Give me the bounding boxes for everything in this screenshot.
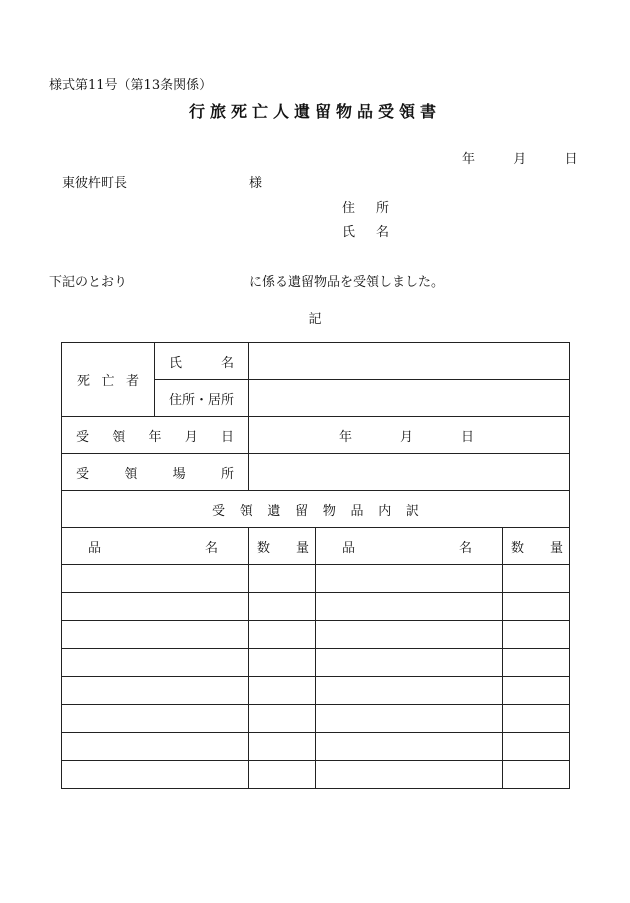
label-char: 亡 <box>101 374 115 389</box>
item-name-cell[interactable] <box>62 761 249 789</box>
label-char: 名 <box>204 540 218 556</box>
receipt-day-label: 日 <box>461 429 475 445</box>
label-char: 名 <box>458 540 472 556</box>
item-name-cell[interactable] <box>316 705 503 733</box>
date-month-label: 月 <box>513 152 527 167</box>
item-qty-cell[interactable] <box>249 593 316 621</box>
receipt-year-label: 年 <box>339 429 353 445</box>
label-char: 量 <box>295 540 309 556</box>
item-qty-cell[interactable] <box>503 677 570 705</box>
item-name-cell[interactable] <box>62 565 249 593</box>
label-char: 受 <box>212 503 226 519</box>
item-col-label <box>316 537 502 556</box>
label-char: 留 <box>295 503 309 519</box>
label-char: 受 <box>76 466 90 482</box>
receipt-date-label <box>62 426 248 445</box>
label-char: 領 <box>124 466 138 482</box>
label-char: 内 <box>378 503 392 519</box>
label-char: 年 <box>148 429 162 445</box>
item-row <box>62 705 570 733</box>
label-char: 領 <box>239 503 253 519</box>
receipt-date-row <box>62 417 570 454</box>
label-char: 受 <box>76 429 90 445</box>
item-qty-cell[interactable] <box>503 649 570 677</box>
receipt-date-value <box>249 426 569 445</box>
item-name-cell[interactable] <box>62 677 249 705</box>
name-label-cell <box>155 343 249 380</box>
item-name-cell[interactable] <box>62 621 249 649</box>
item-name-cell[interactable] <box>316 621 503 649</box>
label-char: 品 <box>342 540 356 556</box>
item-name-cell[interactable] <box>62 593 249 621</box>
label-char: 名 <box>220 355 234 371</box>
receipt-form-table <box>61 342 570 789</box>
label-char: 訳 <box>405 503 419 519</box>
label-char: 遺 <box>267 503 281 519</box>
label-char: 品 <box>350 503 364 519</box>
label-char: 数 <box>511 540 525 556</box>
item-name-cell[interactable] <box>316 565 503 593</box>
breakdown-header-cell <box>62 491 570 528</box>
item-col-left <box>62 528 249 565</box>
item-qty-cell[interactable] <box>249 733 316 761</box>
qty-col-right <box>503 528 570 565</box>
recipient-name-label: 氏 名 <box>342 225 394 240</box>
deceased-address-field[interactable] <box>249 380 570 417</box>
form-number: 様式第11号（第13条関係） <box>49 78 213 93</box>
item-col-right <box>316 528 503 565</box>
item-row <box>62 565 570 593</box>
deceased-name-row <box>62 343 570 380</box>
label-char: 場 <box>172 466 186 482</box>
item-row <box>62 761 570 789</box>
item-qty-cell[interactable] <box>503 621 570 649</box>
deceased-label <box>62 370 154 389</box>
qty-col-label <box>249 537 315 556</box>
item-qty-cell[interactable] <box>503 565 570 593</box>
date-year-label: 年 <box>462 152 476 167</box>
item-qty-cell[interactable] <box>249 565 316 593</box>
address-label: 住所・居所 <box>169 392 235 408</box>
item-row <box>62 621 570 649</box>
body-text-prefix: 下記のとおり <box>49 275 128 290</box>
item-qty-cell[interactable] <box>249 649 316 677</box>
item-row <box>62 677 570 705</box>
name-label <box>155 352 248 371</box>
qty-col-label <box>503 537 569 556</box>
item-qty-cell[interactable] <box>249 761 316 789</box>
item-qty-cell[interactable] <box>249 677 316 705</box>
item-name-cell[interactable] <box>62 649 249 677</box>
address-label-cell <box>155 380 249 417</box>
item-qty-cell[interactable] <box>249 705 316 733</box>
item-qty-cell[interactable] <box>503 761 570 789</box>
label-char: 日 <box>220 429 234 445</box>
deceased-label-cell <box>62 343 155 417</box>
breakdown-header-row <box>62 491 570 528</box>
item-row <box>62 649 570 677</box>
recipient-address-label: 住 所 <box>342 201 394 216</box>
item-qty-cell[interactable] <box>503 733 570 761</box>
label-char: 所 <box>220 466 234 482</box>
receipt-place-label-cell <box>62 454 249 491</box>
label-char: 数 <box>257 540 271 556</box>
item-row <box>62 593 570 621</box>
item-name-cell[interactable] <box>316 649 503 677</box>
honorific: 様 <box>249 176 263 191</box>
body-text-suffix: に係る遺留物品を受領しました。 <box>249 275 445 290</box>
label-char: 品 <box>88 540 102 556</box>
item-name-cell[interactable] <box>62 733 249 761</box>
item-name-cell[interactable] <box>316 593 503 621</box>
item-name-cell[interactable] <box>316 677 503 705</box>
item-name-cell[interactable] <box>316 733 503 761</box>
receipt-place-row <box>62 454 570 491</box>
item-name-cell[interactable] <box>62 705 249 733</box>
item-col-label <box>62 537 248 556</box>
column-header-row <box>62 528 570 565</box>
label-char: 月 <box>184 429 198 445</box>
date-day-label: 日 <box>564 152 578 167</box>
item-name-cell[interactable] <box>316 761 503 789</box>
label-char: 氏 <box>169 355 183 371</box>
receipt-place-label <box>62 463 248 482</box>
item-qty-cell[interactable] <box>503 593 570 621</box>
breakdown-header <box>62 500 569 519</box>
label-char: 量 <box>550 540 564 556</box>
date-line <box>462 148 578 167</box>
label-char: 死 <box>77 374 91 389</box>
item-rows <box>62 565 570 789</box>
qty-col-left <box>249 528 316 565</box>
item-row <box>62 733 570 761</box>
deceased-name-field[interactable] <box>249 343 570 380</box>
receipt-date-label-cell <box>62 417 249 454</box>
item-qty-cell[interactable] <box>503 705 570 733</box>
receipt-date-field[interactable] <box>249 417 570 454</box>
addressee: 東彼杵町長 <box>62 176 128 191</box>
receipt-place-field[interactable] <box>249 454 570 491</box>
label-char: 者 <box>125 374 139 389</box>
receipt-month-label: 月 <box>400 429 414 445</box>
item-qty-cell[interactable] <box>249 621 316 649</box>
label-char: 領 <box>112 429 126 445</box>
ki-heading: 記 <box>308 312 322 327</box>
document-title: 行旅死亡人遺留物品受領書 <box>188 102 441 121</box>
label-char: 物 <box>322 503 336 519</box>
